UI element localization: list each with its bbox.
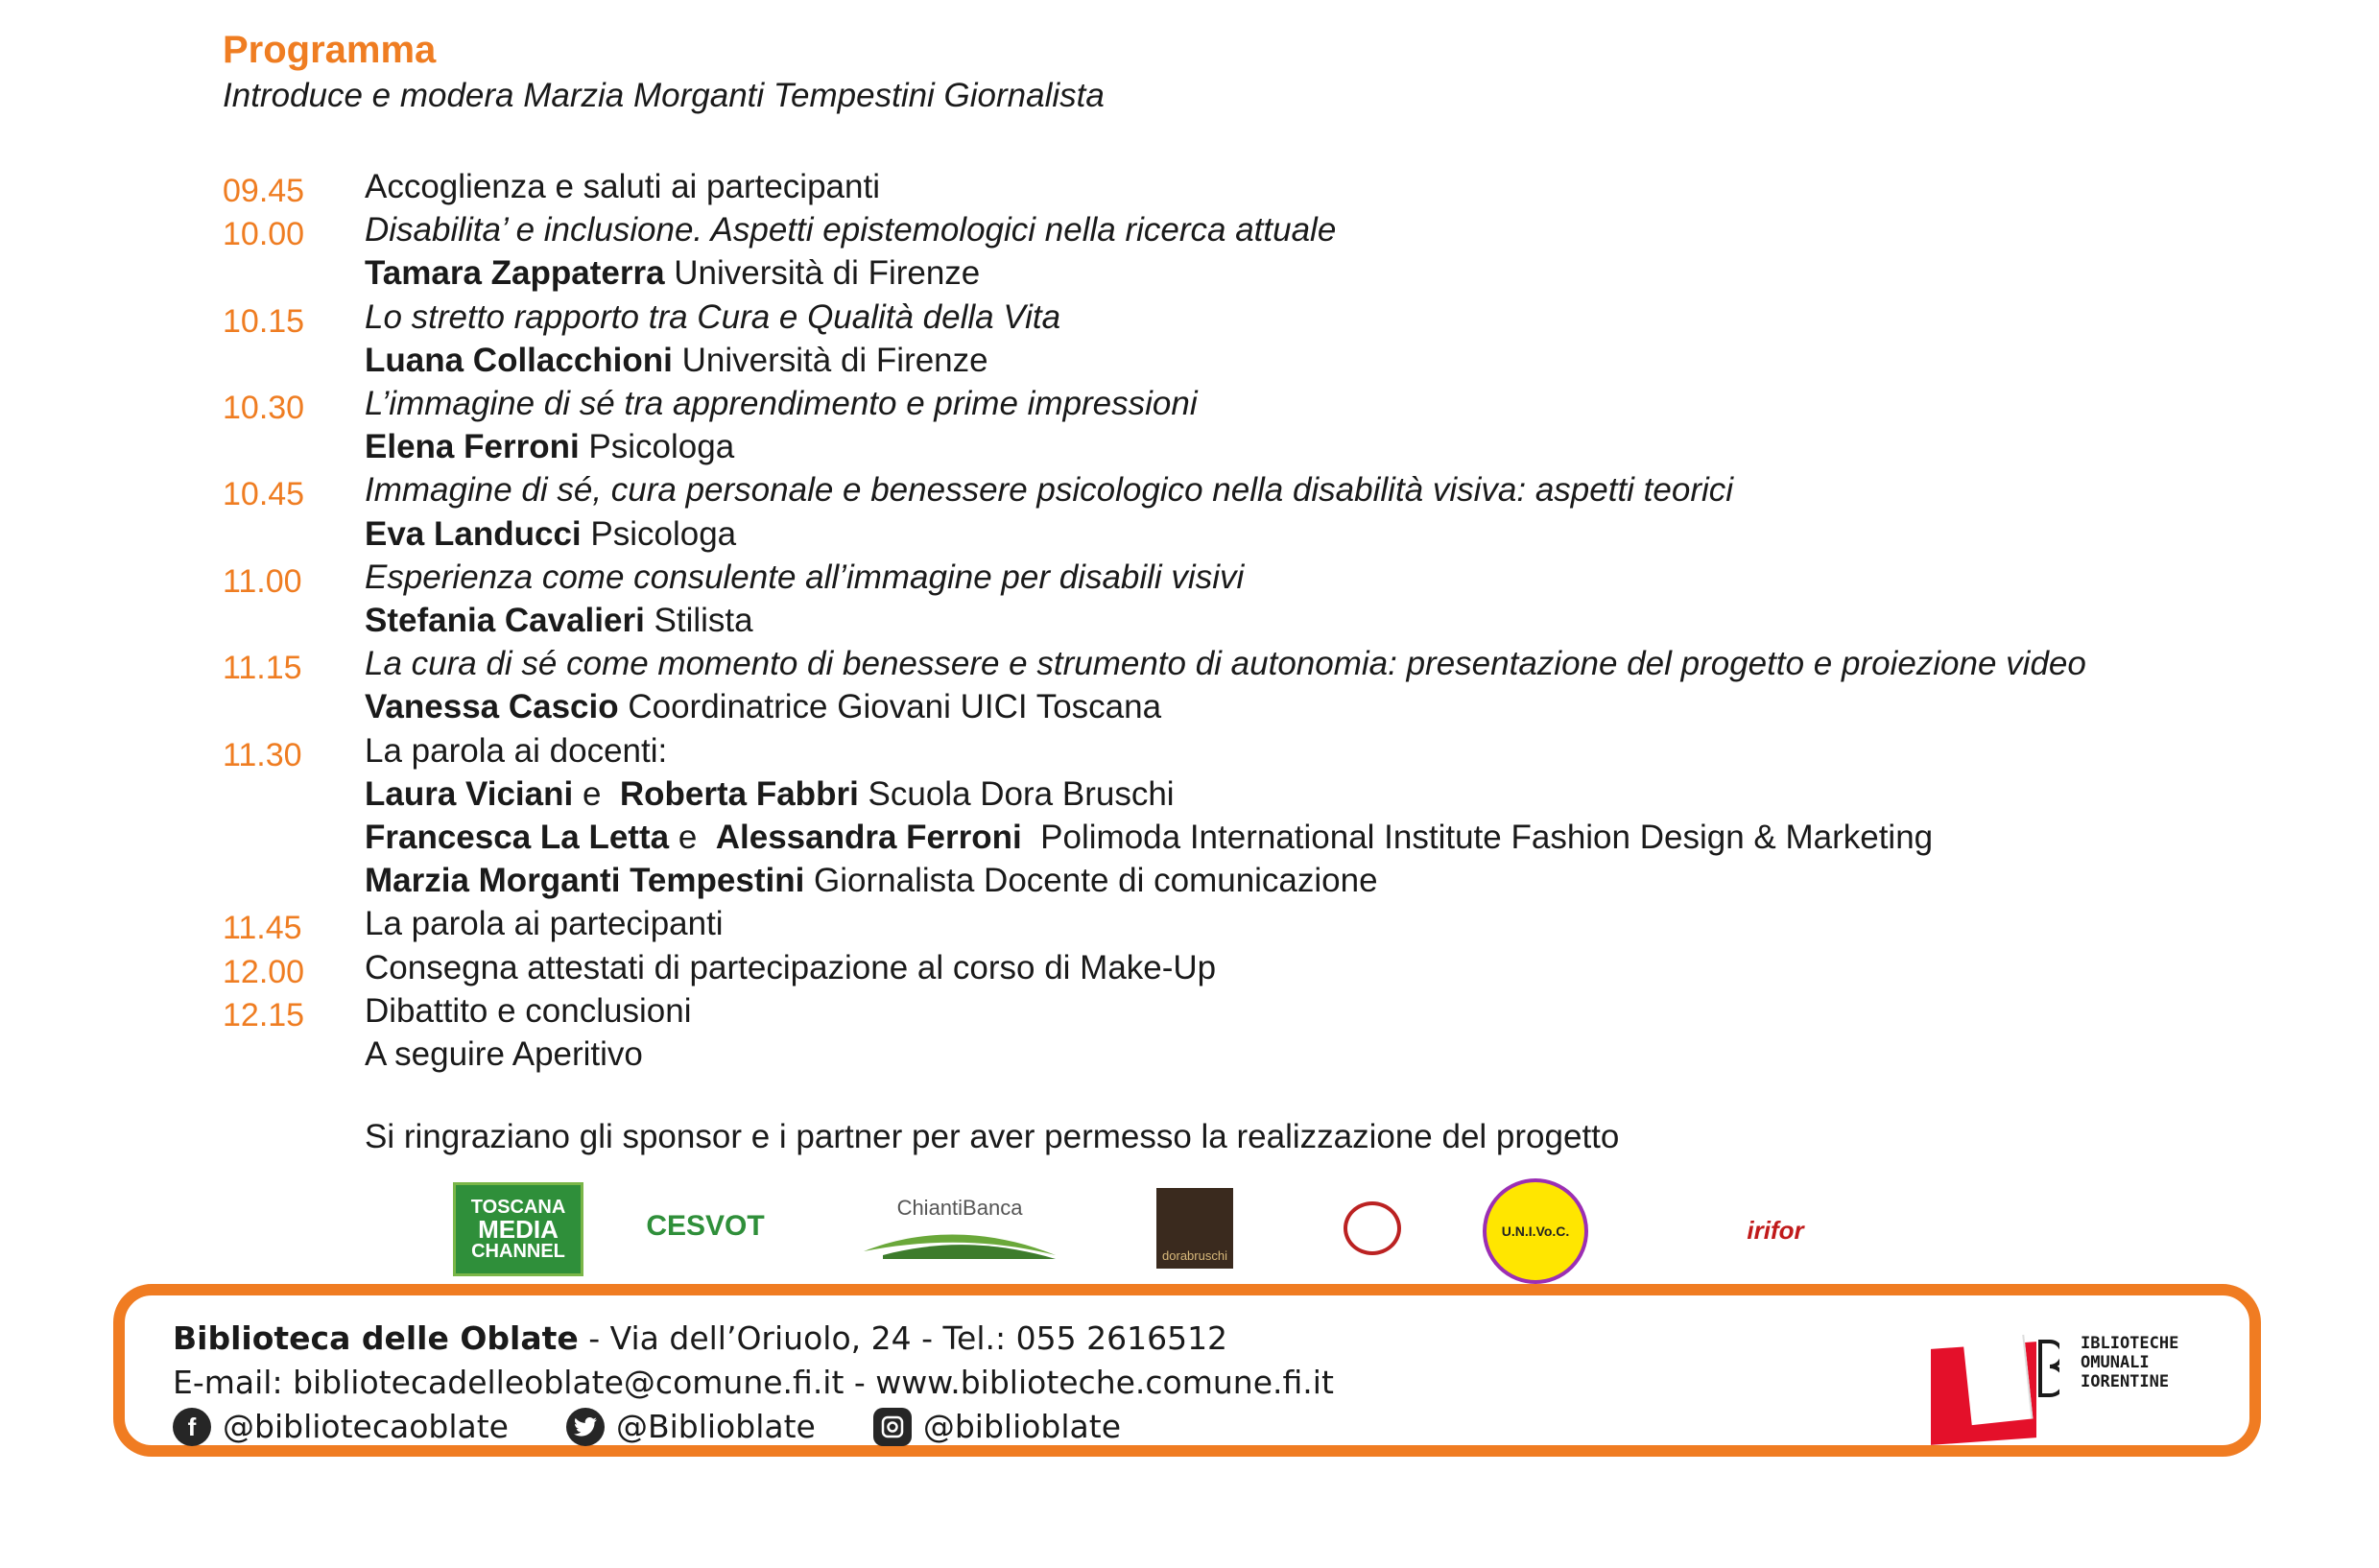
- schedule-text: La parola ai partecipanti: [365, 905, 724, 943]
- schedule-item: [223, 556, 2238, 642]
- schedule-item: [223, 946, 2238, 989]
- schedule-line: [365, 556, 2238, 599]
- facebook-link[interactable]: [173, 1405, 509, 1449]
- schedule-line: [365, 296, 2238, 339]
- schedule-line: [365, 772, 2238, 816]
- schedule-line: [365, 685, 2238, 728]
- toscana-media-channel-logo: [453, 1182, 583, 1276]
- instagram-icon: [873, 1408, 912, 1446]
- schedule-line: [365, 251, 2238, 295]
- schedule-time: 10.30: [223, 390, 305, 427]
- footer-address-line: [173, 1317, 1334, 1361]
- schedule-time: 11.15: [223, 650, 302, 687]
- logo-line: IORENTINE: [2081, 1372, 2170, 1391]
- schedule-item: [223, 642, 2238, 728]
- speaker-name: Francesca La Letta: [365, 819, 670, 857]
- schedule-time: 12.00: [223, 953, 305, 990]
- schedule-text: Giornalista Docente di comunicazione: [804, 862, 1378, 900]
- twitter-handle: @Biblioblate: [615, 1408, 816, 1445]
- schedule-time: 11.00: [223, 562, 302, 600]
- speaker-name: Luana Collacchioni: [365, 341, 673, 379]
- chiantibanca-wave-icon: [864, 1226, 1056, 1259]
- sponsor-thanks: Si ringraziano gli sponsor e i partner per aver permesso la realizzazione del progetto: [365, 1118, 1620, 1155]
- irifor-name: irifor: [1747, 1215, 1804, 1245]
- schedule-text: Università di Firenze: [672, 341, 988, 379]
- footer-contact-box: [113, 1284, 2261, 1457]
- venue-name: Biblioteca delle Oblate: [173, 1319, 579, 1357]
- schedule-text: Dibattito e conclusioni: [365, 991, 692, 1030]
- schedule-text: Stilista: [644, 602, 753, 640]
- schedule-time: 11.30: [223, 736, 302, 773]
- schedule-line: [365, 1033, 2238, 1076]
- twitter-icon: [566, 1408, 605, 1446]
- schedule-line: [365, 208, 2238, 251]
- social-links: [173, 1405, 1334, 1449]
- talk-title: L’immagine di sé tra apprendimento e prime impressioni: [365, 385, 1198, 423]
- tmc-line: CHANNEL: [471, 1241, 565, 1262]
- logo-line: OMUNALI: [2081, 1353, 2150, 1372]
- schedule-line: [365, 729, 2238, 772]
- speaker-name: Laura Viciani: [365, 774, 574, 813]
- speaker-name: Elena Ferroni: [365, 428, 580, 466]
- speaker-name: Stefania Cavalieri: [365, 602, 645, 640]
- schedule-time: 11.45: [223, 910, 302, 947]
- schedule-item: [223, 382, 2238, 468]
- schedule-item: [223, 989, 2238, 1076]
- footer-info: [173, 1317, 1334, 1449]
- schedule-line: [365, 425, 2238, 468]
- cesvot-logo: CESVOT: [646, 1210, 765, 1242]
- speaker-name: Eva Landucci: [365, 514, 582, 553]
- schedule-list: [223, 165, 2238, 1076]
- schedule-line: [365, 946, 2238, 989]
- schedule-text: Accoglienza e saluti ai partecipanti: [365, 168, 880, 205]
- facebook-icon: f: [173, 1408, 211, 1446]
- talk-title: Disabilita’ e inclusione. Aspetti epistemologici nella ricerca attuale: [365, 211, 1337, 249]
- onlus-mark-icon: [1344, 1201, 1401, 1255]
- schedule-text: e: [573, 774, 620, 813]
- speaker-name: Marzia Morganti Tempestini: [365, 862, 805, 900]
- schedule-item: [223, 165, 2238, 208]
- schedule-text: A seguire Aperitivo: [365, 1035, 643, 1074]
- schedule-text: Polimoda International Institute Fashion Design & Marketing: [1021, 819, 1934, 857]
- talk-title: Esperienza come consulente all’immagine per disabili visivi: [365, 558, 1245, 596]
- schedule-line: [365, 468, 2238, 511]
- logo-white-page: [1963, 1335, 2034, 1425]
- irifor-logo: [1665, 1192, 1886, 1269]
- schedule-time: 10.15: [223, 302, 305, 340]
- schedule-text: Psicologa: [579, 428, 735, 466]
- schedule-time: 10.00: [223, 216, 305, 253]
- speaker-name: Vanessa Cascio: [365, 688, 619, 726]
- speaker-name: Tamara Zappaterra: [365, 254, 665, 293]
- schedule-item: [223, 468, 2238, 555]
- schedule-time: 10.45: [223, 476, 305, 513]
- schedule-text: e: [669, 819, 716, 857]
- onlus-logo: [1320, 1180, 1425, 1276]
- biblioteche-comunali-fiorentine-logo: [1931, 1334, 2180, 1439]
- schedule-text: La parola ai docenti:: [365, 731, 668, 770]
- schedule-line: [365, 816, 2238, 859]
- speaker-name: Alessandra Ferroni: [715, 819, 1022, 857]
- logo-line: IBLIOTECHE: [2081, 1334, 2179, 1353]
- schedule-text: Scuola Dora Bruschi: [858, 774, 1175, 813]
- instagram-link[interactable]: [873, 1405, 1121, 1449]
- chiantibanca-name: ChiantiBanca: [896, 1196, 1023, 1220]
- logo-b-icon: [2038, 1340, 2059, 1397]
- logo-text: [2058, 1334, 2178, 1391]
- dorabruschi-logo: dorabruschi: [1156, 1188, 1233, 1269]
- univoc-logo: U.N.I.Vo.C.: [1483, 1178, 1588, 1284]
- talk-title: La cura di sé come momento di benessere e strumento di autonomia: presentazione del progetto e proiezione video: [365, 645, 2086, 683]
- schedule-line: [365, 512, 2238, 556]
- schedule-time: 12.15: [223, 996, 305, 1033]
- schedule-line: [365, 902, 2238, 945]
- schedule-text: Coordinatrice Giovani UICI Toscana: [618, 688, 1162, 726]
- schedule-line: [365, 339, 2238, 382]
- talk-title: Lo stretto rapporto tra Cura e Qualità della Vita: [365, 297, 1061, 336]
- chiantibanca-logo: [859, 1184, 1060, 1271]
- twitter-link[interactable]: [566, 1405, 816, 1449]
- instagram-handle: @biblioblate: [922, 1408, 1122, 1445]
- schedule-text: Consegna attestati di partecipazione al corso di Make-Up: [365, 948, 1217, 986]
- schedule-line: [365, 642, 2238, 685]
- program-title: Programma: [223, 29, 437, 71]
- tmc-line: TOSCANA: [470, 1197, 566, 1218]
- sponsor-logos: [0, 1178, 2379, 1284]
- schedule-text: Psicologa: [581, 514, 737, 553]
- schedule-line: [365, 165, 2238, 208]
- schedule-line: [365, 989, 2238, 1033]
- schedule-item: [223, 729, 2238, 903]
- schedule-line: [365, 859, 2238, 902]
- schedule-item: [223, 902, 2238, 945]
- talk-title: Immagine di sé, cura personale e benessere psicologico nella disabilità visiva: aspetti teorici: [365, 471, 1734, 510]
- footer-email-line[interactable]: E-mail: bibliotecadelleoblate@comune.fi.it - www.biblioteche.comune.fi.it: [173, 1364, 1334, 1401]
- schedule-text: Università di Firenze: [664, 254, 981, 293]
- schedule-line: [365, 382, 2238, 425]
- venue-address: - Via dell’Oriuolo, 24 - Tel.: 055 2616512: [578, 1319, 1228, 1357]
- speaker-name: Roberta Fabbri: [619, 774, 859, 813]
- tmc-line: MEDIA: [478, 1215, 559, 1244]
- schedule-item: [223, 296, 2238, 382]
- schedule-item: [223, 208, 2238, 295]
- schedule-line: [365, 599, 2238, 642]
- facebook-handle: @bibliotecaoblate: [223, 1408, 509, 1445]
- program-subtitle: Introduce e modera Marzia Morganti Tempestini Giornalista: [223, 77, 1105, 114]
- schedule-time: 09.45: [223, 173, 305, 209]
